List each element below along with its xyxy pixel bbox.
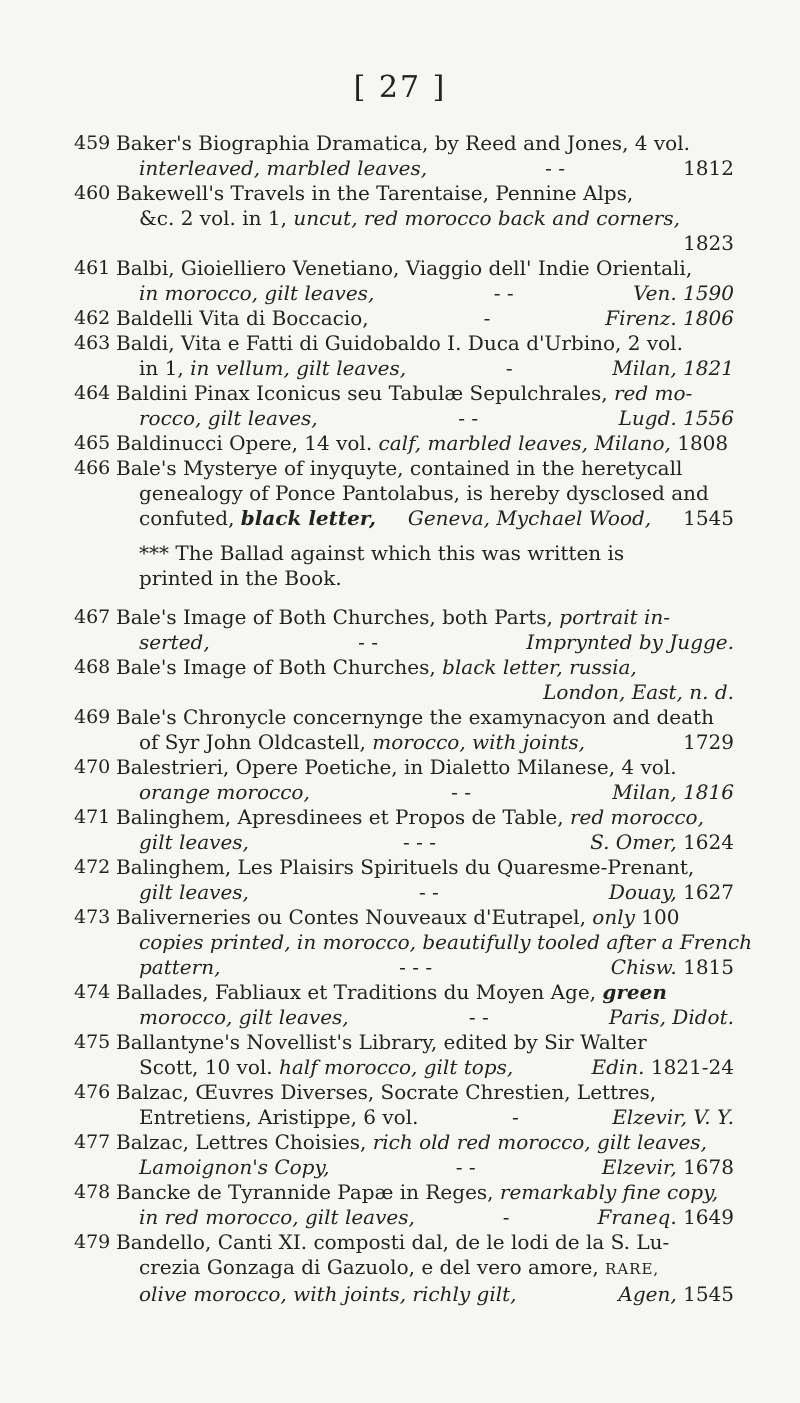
entry-dash: - - — [458, 406, 479, 430]
entry-imprint: 1808 — [670, 431, 729, 455]
entry-binding: gilt leaves, — [139, 830, 249, 854]
entry-462 — [74, 306, 734, 331]
entry-binding: black letter, — [240, 506, 376, 530]
entry-text: Bandello, Canti XI. composti dal, de le lodi de la S. Lu- — [116, 1230, 670, 1254]
entry-478 — [74, 1180, 734, 1230]
entry-text: Balzac, Lettres Choisies, — [116, 1130, 373, 1154]
entry-number: 467 — [74, 606, 111, 628]
entry-number: 459 — [74, 132, 111, 154]
entry-binding: rich old red morocco, gilt leaves, — [372, 1130, 707, 1154]
entry-text: Baldinucci Opere, 14 vol. — [116, 431, 379, 455]
entry-imprint: Elzevir, V. Y. — [612, 1105, 734, 1129]
entry-imprint: Ven. 1590 — [633, 281, 734, 305]
entry-number: 462 — [74, 307, 111, 329]
entry-dash: - — [483, 306, 491, 330]
entry-binding: only — [592, 905, 635, 929]
entry-number: 461 — [74, 257, 111, 279]
entry-number: 479 — [74, 1231, 111, 1253]
entry-text: Ballades, Fabliaux et Traditions du Moyen Age, — [116, 980, 603, 1004]
entry-date: 1624 — [676, 830, 734, 854]
entry-imprint: Chisw. — [610, 955, 677, 979]
entry-text: Bale's Chronycle concernynge the examynacyon and death — [116, 705, 714, 729]
entry-dash: - - — [468, 1005, 489, 1029]
entry-binding: gilt leaves, — [139, 880, 249, 904]
entry-text: Balestrieri, Opere Poetiche, in Dialetto Milanese, 4 vol. — [116, 755, 677, 779]
entry-binding: red mo- — [613, 381, 693, 405]
entry-472 — [74, 855, 734, 905]
entry-number: 466 — [74, 457, 111, 479]
entry-number: 463 — [74, 332, 111, 354]
entry-dash: - - - — [399, 955, 433, 979]
entry-rarity: RARE, — [605, 1260, 660, 1278]
entry-text: Bakewell's Travels in the Tarentaise, Pennine Alps, — [116, 181, 634, 205]
entry-date: 1545 — [683, 506, 734, 530]
entry-text: crezia Gonzaga di Gazuolo, e del vero amore, — [139, 1255, 606, 1279]
entry-binding: morocco, gilt leaves, — [139, 1005, 349, 1029]
entry-number: 472 — [74, 856, 111, 878]
entry-imprint: Lugd. 1556 — [618, 406, 734, 430]
entry-binding: remarkably fine copy, — [499, 1180, 719, 1204]
entry-number: 464 — [74, 382, 111, 404]
entry-imprint: Firenz. 1806 — [605, 306, 734, 330]
entry-imprint: Imprynted by Jugge. — [526, 630, 734, 654]
entry-dash: - - - — [403, 830, 436, 854]
entry-imprint: Edin. — [591, 1055, 645, 1079]
entry-text: 100 — [634, 905, 680, 929]
entry-number: 477 — [74, 1131, 111, 1153]
entry-text: genealogy of Ponce Pantolabus, is hereby dysclosed and — [139, 481, 709, 505]
entry-imprint: Paris, Didot. — [608, 1005, 734, 1029]
entry-imprint: Milan, 1821 — [612, 356, 734, 380]
entry-text: Scott, 10 vol. — [139, 1055, 279, 1079]
entry-dash: - - — [455, 1155, 476, 1179]
entry-473 — [74, 905, 753, 980]
entry-464 — [74, 381, 734, 431]
entry-imprint: Milan, 1816 — [612, 780, 734, 804]
entry-date: 1649 — [676, 1205, 734, 1229]
entry-dash: - - — [358, 630, 378, 654]
entry-dash: - - — [545, 156, 566, 180]
entry-475 — [74, 1030, 734, 1080]
entry-text: Balinghem, Les Plaisirs Spirituels du Quaresme-Prenant, — [116, 855, 695, 879]
entry-imprint: Franeq. — [597, 1205, 677, 1229]
entry-text: &c. 2 vol. in 1, — [139, 206, 294, 230]
entry-text: Balbi, Gioielliero Venetiano, Viaggio dell' Indie Orientali, — [116, 256, 693, 280]
entry-binding: orange morocco, — [139, 780, 310, 804]
entry-number: 460 — [74, 182, 111, 204]
entry-number: 469 — [74, 706, 111, 728]
entry-text: Bancke de Tyrannide Papæ in Reges, — [116, 1180, 500, 1204]
entry-text: Baldi, Vita e Fatti di Guidobaldo I. Duca d'Urbino, 2 vol. — [116, 331, 683, 355]
entry-text: Baliverneries ou Contes Nouveaux d'Eutrapel, — [116, 905, 593, 929]
entry-binding: in red morocco, gilt leaves, — [139, 1205, 415, 1229]
entry-text: Ballantyne's Novellist's Library, edited by Sir Walter — [116, 1030, 647, 1054]
entry-number: 475 — [74, 1031, 111, 1053]
entry-text: Baldelli Vita di Boccacio, — [116, 306, 369, 330]
entry-dash: - — [502, 1205, 510, 1229]
entry-binding: olive morocco, with joints, richly gilt, — [139, 1282, 517, 1306]
entry-date: 1545 — [676, 1282, 734, 1306]
entry-number: 474 — [74, 981, 111, 1003]
entry-list — [74, 131, 753, 1307]
entry-number: 476 — [74, 1081, 111, 1103]
entry-477 — [74, 1130, 734, 1180]
entry-dash: - - — [418, 880, 439, 904]
entry-number: 470 — [74, 756, 111, 778]
entry-479 — [74, 1230, 734, 1307]
entry-binding: black letter, russia, — [442, 655, 637, 679]
entry-text: Bale's Image of Both Churches, — [116, 655, 443, 679]
entry-note: printed in the Book. — [139, 566, 342, 590]
entry-476 — [74, 1080, 734, 1130]
entry-text: of Syr John Oldcastell, — [139, 730, 373, 754]
entry-text: Balinghem, Apresdinees et Propos de Table, — [116, 805, 570, 829]
entry-imprint: Elzevir, — [601, 1155, 677, 1179]
entry-binding: pattern, — [139, 955, 221, 979]
entry-date: 1627 — [676, 880, 734, 904]
entry-number: 478 — [74, 1181, 111, 1203]
entry-binding: red morocco, — [569, 805, 704, 829]
entry-text: Entretiens, Aristippe, 6 vol. — [139, 1105, 419, 1129]
entry-465 — [74, 431, 734, 456]
entry-binding: serted, — [139, 630, 210, 654]
page-number-header: [ 27 ] — [353, 70, 447, 105]
entry-dash: - — [511, 1105, 519, 1129]
entry-461 — [74, 256, 734, 306]
entry-468 — [74, 655, 734, 705]
entry-text: Baker's Biographia Dramatica, by Reed and Jones, 4 vol. — [116, 131, 690, 155]
entry-469 — [74, 705, 734, 755]
entry-binding: portrait in- — [559, 605, 671, 629]
entry-imprint: London, East, n. d. — [543, 680, 734, 704]
entry-binding: green — [602, 980, 667, 1004]
entry-binding: in vellum, gilt leaves, — [190, 356, 407, 380]
entry-imprint: 1823 — [683, 231, 734, 255]
entry-imprint: Agen, — [618, 1282, 677, 1306]
entry-text: in 1, — [139, 356, 191, 380]
entry-date: 1678 — [676, 1155, 734, 1179]
entry-463 — [74, 331, 734, 381]
entry-binding: Lamoignon's Copy, — [139, 1155, 330, 1179]
entry-459 — [74, 131, 734, 181]
entry-number: 465 — [74, 432, 111, 454]
entry-imprint: 1729 — [683, 730, 734, 754]
entry-binding: copies printed, in morocco, beautifully tooled after a French — [139, 930, 753, 954]
entry-text: Bale's Mysterye of inyquyte, contained in the heretycall — [116, 456, 683, 480]
entry-466 — [74, 456, 734, 591]
entry-dash: - - — [451, 780, 471, 804]
entry-binding: calf, marbled leaves, Milano, — [378, 431, 671, 455]
entry-dash: - — [505, 356, 513, 380]
entry-note: *** The Ballad against which this was written is — [139, 541, 625, 565]
entry-number: 468 — [74, 656, 111, 678]
entry-imprint: S. Omer, — [590, 830, 677, 854]
entry-text: Baldini Pinax Iconicus seu Tabulæ Sepulchrales, — [116, 381, 614, 405]
entry-binding: in morocco, gilt leaves, — [139, 281, 375, 305]
entry-binding: half morocco, gilt tops, — [279, 1055, 514, 1079]
entry-text: confuted, — [139, 506, 241, 530]
entry-471 — [74, 805, 734, 855]
entry-imprint: 1812 — [683, 156, 734, 180]
entry-number: 473 — [74, 906, 111, 928]
entry-binding: rocco, gilt leaves, — [139, 406, 318, 430]
entry-dash: - - — [493, 281, 514, 305]
entry-text: Balzac, Œuvres Diverses, Socrate Chrestien, Lettres, — [116, 1080, 657, 1104]
entry-467 — [74, 605, 734, 655]
entry-imprint: Geneva, Mychael Wood, — [407, 506, 652, 530]
entry-text: Bale's Image of Both Churches, both Parts, — [116, 605, 560, 629]
entry-imprint: Douay, — [608, 880, 677, 904]
entry-number: 471 — [74, 806, 111, 828]
entry-470 — [74, 755, 734, 805]
entry-460 — [74, 181, 734, 256]
entry-binding: interleaved, marbled leaves, — [139, 156, 428, 180]
entry-474 — [74, 980, 734, 1030]
entry-binding: uncut, red morocco back and corners, — [293, 206, 680, 230]
entry-binding: morocco, with joints, — [372, 730, 585, 754]
entry-date: 1821-24 — [644, 1055, 734, 1079]
entry-date: 1815 — [676, 955, 734, 979]
